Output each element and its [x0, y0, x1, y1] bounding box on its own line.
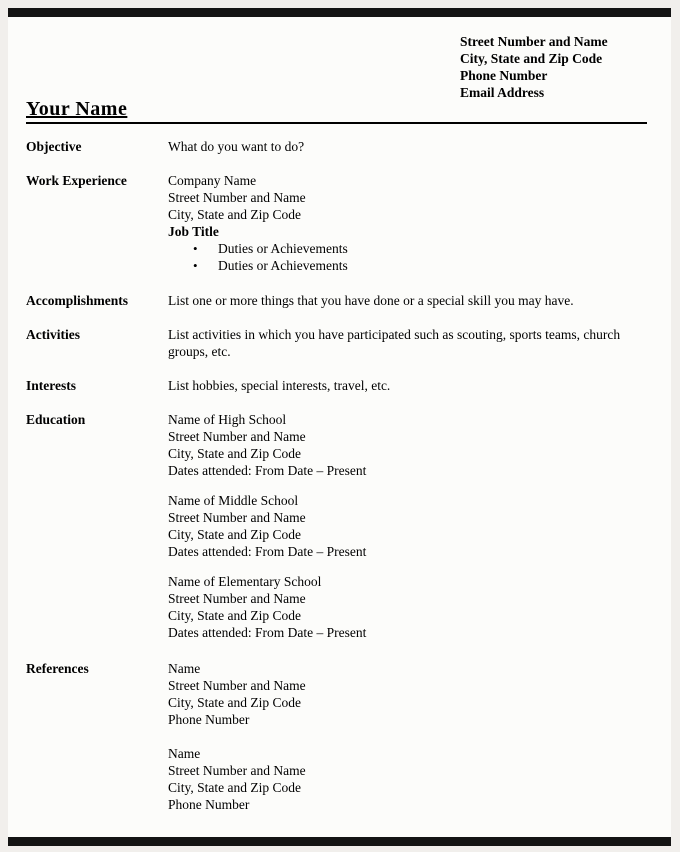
bullet-item: • Duties or Achievements	[218, 257, 655, 274]
work-street: Street Number and Name	[168, 190, 306, 205]
accomplishments-text: List one or more things that you have done or a special skill you may have.	[168, 293, 574, 308]
reference-street: Street Number and Name	[168, 763, 306, 778]
reference-name: Name	[168, 661, 201, 676]
school-street: Street Number and Name	[168, 510, 306, 525]
bottom-border-bar	[8, 837, 671, 846]
school-name: Name of High School	[168, 412, 287, 427]
education-school-high	[168, 411, 655, 479]
school-name: Name of Middle School	[168, 493, 299, 508]
page-title: Your Name	[26, 98, 128, 120]
interests-text: List hobbies, special interests, travel, etc.	[168, 378, 391, 393]
reference-entry	[168, 660, 655, 728]
reference-phone: Phone Number	[168, 797, 250, 812]
school-dates: Dates attended: From Date – Present	[168, 625, 367, 640]
education-school-middle	[168, 492, 655, 560]
bullet-item: • Duties or Achievements	[218, 240, 655, 257]
school-street: Street Number and Name	[168, 591, 306, 606]
objective-text: What do you want to do?	[168, 139, 305, 154]
contact-line-phone: Phone Number	[460, 68, 548, 83]
section-label-references: References	[26, 661, 89, 676]
section-work-experience	[26, 172, 655, 274]
section-activities	[26, 326, 655, 360]
school-street: Street Number and Name	[168, 429, 306, 444]
school-city: City, State and Zip Code	[168, 446, 301, 461]
section-label-activities: Activities	[26, 327, 80, 342]
resume-body	[26, 138, 655, 813]
contact-line-city: City, State and Zip Code	[460, 51, 603, 66]
reference-entry	[168, 745, 655, 813]
section-label-education: Education	[26, 412, 86, 427]
work-company: Company Name	[168, 173, 257, 188]
work-job-title: Job Title	[168, 224, 219, 239]
section-label-objective: Objective	[26, 139, 82, 154]
reference-phone: Phone Number	[168, 712, 250, 727]
contact-line-email: Email Address	[460, 85, 545, 100]
school-city: City, State and Zip Code	[168, 527, 301, 542]
section-label-interests: Interests	[26, 378, 76, 393]
reference-name: Name	[168, 746, 201, 761]
section-objective	[26, 138, 655, 155]
school-dates: Dates attended: From Date – Present	[168, 544, 367, 559]
top-border-bar	[8, 8, 671, 17]
section-references	[26, 660, 655, 813]
section-education	[26, 411, 655, 641]
reference-street: Street Number and Name	[168, 678, 306, 693]
section-label-work-experience: Work Experience	[26, 173, 127, 188]
resume-sheet	[8, 12, 671, 842]
education-school-elementary	[168, 573, 655, 641]
contact-line-street: Street Number and Name	[460, 34, 608, 49]
section-interests	[26, 377, 655, 394]
school-name: Name of Elementary School	[168, 574, 322, 589]
activities-text: List activities in which you have participated such as scouting, sports teams, church groups, etc.	[168, 327, 621, 359]
school-dates: Dates attended: From Date – Present	[168, 463, 367, 478]
reference-city: City, State and Zip Code	[168, 695, 301, 710]
name-heading-rule	[26, 98, 647, 124]
school-city: City, State and Zip Code	[168, 608, 301, 623]
section-label-accomplishments: Accomplishments	[26, 293, 128, 308]
reference-city: City, State and Zip Code	[168, 780, 301, 795]
contact-block	[460, 34, 608, 102]
work-duties-list	[168, 240, 655, 274]
section-accomplishments	[26, 292, 655, 309]
work-city: City, State and Zip Code	[168, 207, 301, 222]
